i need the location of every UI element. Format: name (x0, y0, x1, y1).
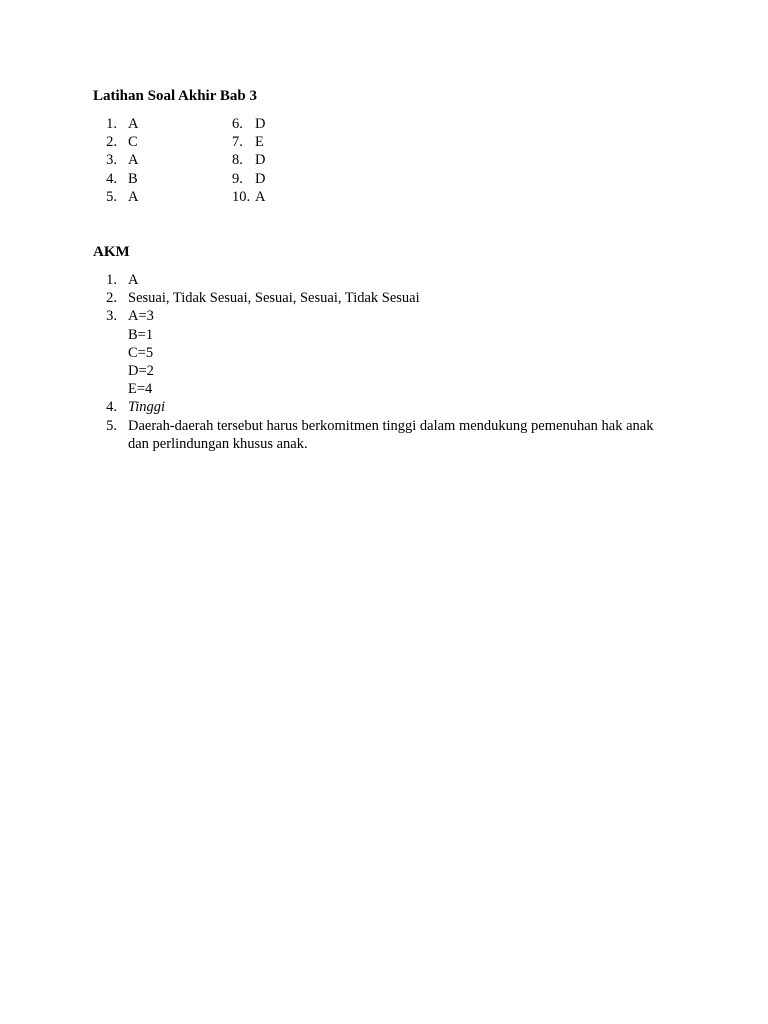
item-number: 6. (232, 116, 243, 132)
item-answer: A (128, 116, 139, 132)
item-number: 8. (232, 152, 243, 169)
list-item (232, 151, 265, 169)
section-title-latihan: Latihan Soal Akhir Bab 3 (93, 88, 257, 104)
item-answer: B (128, 170, 138, 187)
list-item (93, 417, 658, 453)
list-item (93, 307, 658, 398)
item-answer: A (128, 152, 139, 169)
item-answer: C (128, 134, 138, 151)
list-item (93, 151, 138, 169)
item-answer-multiline (128, 307, 154, 398)
answer-line: A=3 (128, 308, 154, 325)
item-number: 4. (106, 170, 117, 187)
item-number: 5. (106, 188, 117, 205)
item-answer: D (255, 170, 266, 187)
answer-line: D=2 (128, 363, 154, 380)
list-item (93, 133, 138, 151)
list-item (232, 170, 265, 188)
section-title-akm: AKM (93, 244, 130, 260)
list-item (232, 188, 265, 206)
item-answer: D (255, 116, 266, 132)
list-item (232, 115, 265, 133)
item-answer: A (255, 188, 266, 205)
item-number: 1. (106, 272, 117, 288)
item-number: 3. (106, 308, 117, 325)
item-number: 3. (106, 152, 117, 169)
item-number: 9. (232, 170, 243, 187)
item-answer: Sesuai, Tidak Sesuai, Sesuai, Sesuai, Tidak Sesuai (128, 290, 420, 307)
item-answer: E (255, 134, 264, 151)
list-item (93, 271, 658, 289)
item-number: 1. (106, 116, 117, 132)
item-answer: A (128, 188, 139, 205)
list-item (93, 115, 138, 133)
item-answer: A (128, 272, 139, 288)
item-number: 10. (232, 188, 251, 205)
list-item (93, 170, 138, 188)
answer-line: E=4 (128, 381, 153, 398)
item-number: 7. (232, 134, 243, 151)
answer-list-left (93, 115, 138, 206)
item-answer: Daerah-daerah tersebut harus berkomitmen tinggi dalam mendukung pemenuhan hak anak dan perlindungan khusus anak. (128, 417, 654, 452)
list-item (232, 133, 265, 151)
item-answer: D (255, 152, 266, 169)
item-number: 5. (106, 417, 117, 434)
list-item (93, 188, 138, 206)
answer-line: B=1 (128, 326, 154, 343)
item-answer: Tinggi (128, 399, 166, 416)
item-number: 2. (106, 134, 117, 151)
akm-answer-list (93, 271, 658, 453)
item-number: 4. (106, 399, 117, 416)
item-number: 2. (106, 290, 117, 307)
list-item (93, 289, 658, 307)
list-item (93, 398, 658, 416)
answer-list-right (232, 115, 265, 206)
answer-line: C=5 (128, 344, 154, 361)
